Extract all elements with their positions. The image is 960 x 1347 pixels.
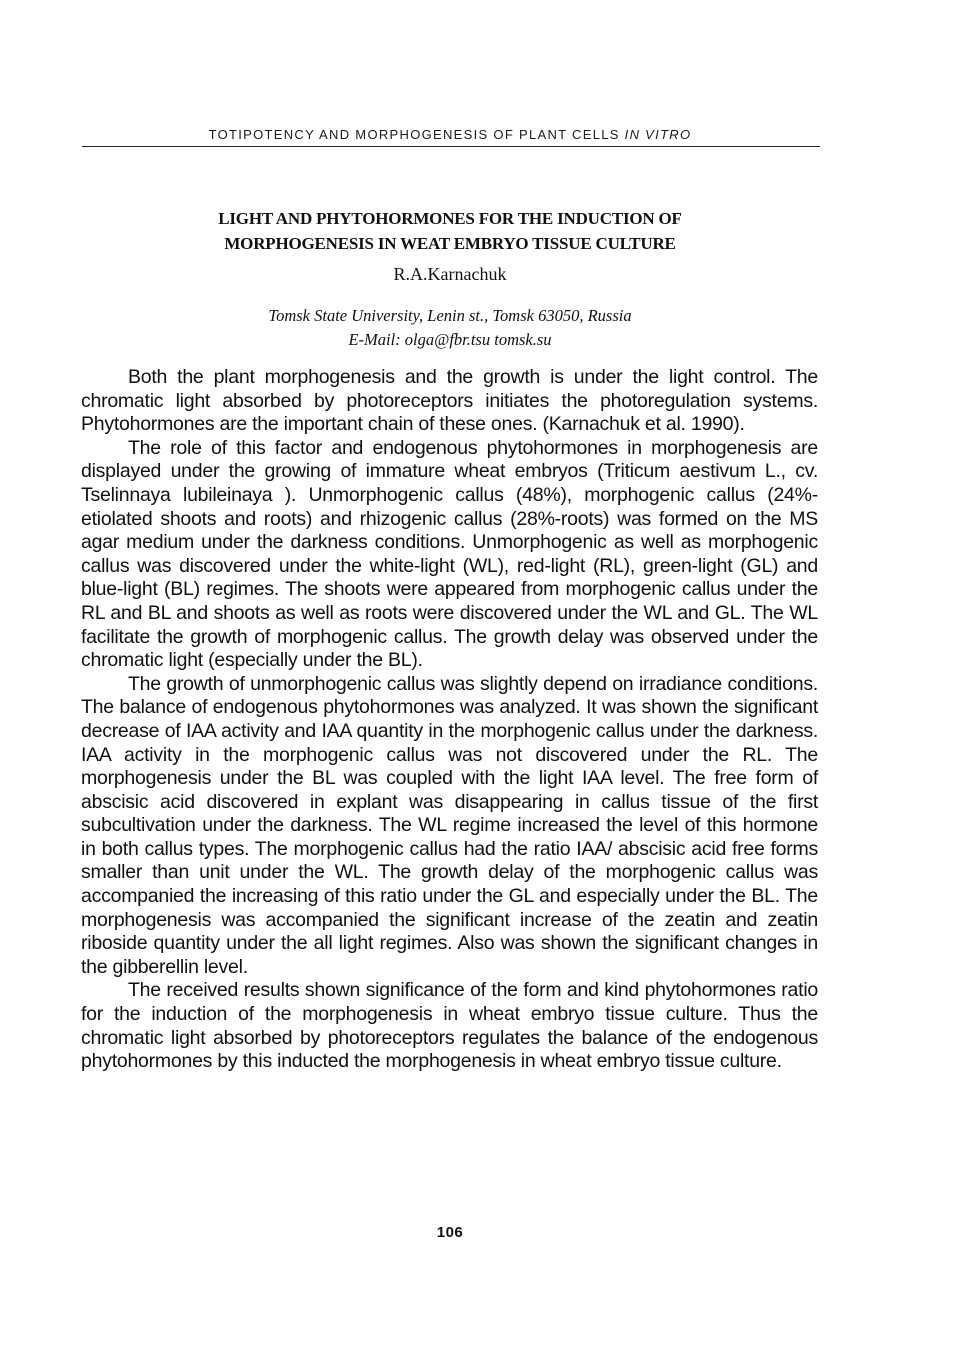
affiliation-address: Tomsk State University, Lenin st., Tomsk 63050, Russia <box>268 306 632 325</box>
author: R.A.Karnachuk <box>393 264 507 284</box>
running-head-text: TOTIPOTENCY AND MORPHOGENESIS OF PLANT CELLS <box>208 127 620 142</box>
paper-title-line-1: LIGHT AND PHYTOHORMONES FOR THE INDUCTION OF <box>218 209 682 228</box>
paper-title <box>100 206 800 256</box>
body-paragraph-2: The role of this factor and endogenous phytohormones in morphogenesis are displayed under the growing of immature wheat embryos (Triticum aestivum L., cv. Tselinnaya lubileinaya ). Unmorphogenic callus (48%), morphogenic callus (24%-etiolated shoots and roots) and rhizogenic callus (28%-roots) was formed on the MS agar medium under the darkness conditions. Unmorphogenic as well as morphogenic callus was discovered under the white-light (WL), red-light (RL), green-light (GL) and blue-light (BL) regimes. The shoots were appeared from morphogenic callus under the RL and BL and shoots as well as roots were discovered under the WL and GL. The WL facilitate the growth of morphogenic callus. The growth delay was observed under the chromatic light (especially under the BL). <box>81 436 818 672</box>
body-paragraph-3: The growth of unmorphogenic callus was slightly depend on irradiance conditions. The balance of endogenous phytohormones was analyzed. It was shown the significant decrease of IAA activity and IAA quantity in the morphogenic callus under the darkness. IAA activity in the morphogenic callus was not discovered under the RL. The morphogenesis under the BL was coupled with the light IAA level. The free form of abscisic acid discovered in explant was disappearing in callus tissue of the first subcultivation under the darkness. The WL regime increased the level of this hormone in both callus types. The morphogenic callus had the ratio IAA/ abscisic acid free forms smaller than unit under the WL. The growth delay of the morphogenic callus was accompanied the increasing of this ratio under the GL and especially under the BL. The morphogenesis was accompanied the significant increase of the zeatin and zeatin riboside quantity under the all light regimes. Also was shown the significant changes in the gibberellin level. <box>81 672 818 978</box>
header-rule <box>82 146 820 147</box>
body-paragraph-4: The received results shown significance of the form and kind phytohormones ratio for the induction of the morphogenesis in wheat embryo tissue culture. Thus the chromatic light absorbed by photoreceptors regulates the balance of the endogenous phytohormones by this inducted the morphogenesis in wheat embryo tissue culture. <box>81 979 818 1073</box>
body-paragraph-1: Both the plant morphogenesis and the growth is under the light control. The chromatic light absorbed by photoreceptors initiates the photoregulation systems. Phytohormones are the important chain of these ones. (Karnachuk et al. 1990). <box>81 366 818 436</box>
paper-title-line-2: MORPHOGENESIS IN WEAT EMBRYO TISSUE CULTURE <box>224 234 676 253</box>
running-head-italic: IN VITRO <box>624 127 692 142</box>
running-head <box>82 127 818 142</box>
page-number: 106 <box>436 1224 464 1241</box>
affiliation <box>100 304 800 352</box>
abstract-body <box>81 366 818 1074</box>
affiliation-email: E-Mail: olga@fbr.tsu tomsk.su <box>348 330 552 349</box>
